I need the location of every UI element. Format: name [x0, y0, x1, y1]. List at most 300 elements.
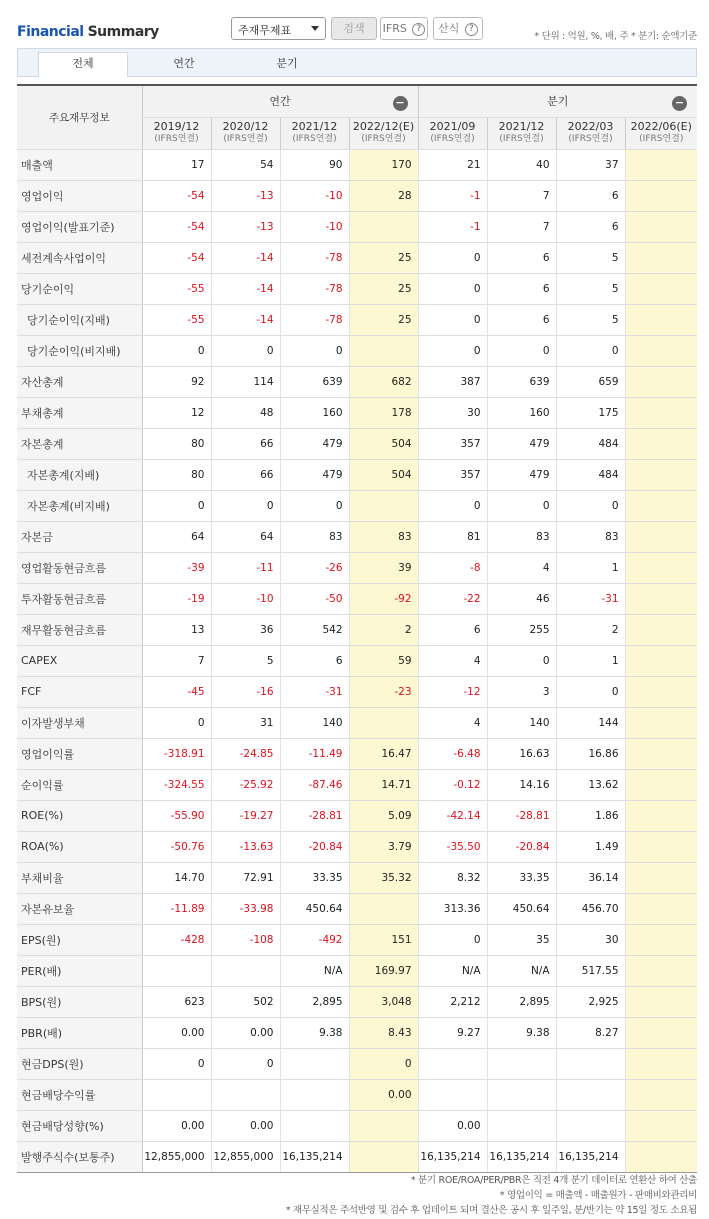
period-label: 2022/06(E): [630, 120, 692, 133]
table-cell: 6: [418, 614, 487, 645]
table-cell: 160: [487, 397, 556, 428]
formula-label: 산식: [438, 22, 460, 35]
table-cell: 25: [349, 242, 418, 273]
table-cell: [280, 1048, 349, 1079]
row-label: PER(배): [17, 955, 142, 986]
table-cell: -31: [556, 583, 625, 614]
table-cell: 6: [487, 242, 556, 273]
table-cell: [625, 273, 697, 304]
table-cell: -12: [418, 676, 487, 707]
table-cell: -23: [349, 676, 418, 707]
table-cell: -14: [211, 273, 280, 304]
table-cell: [556, 1110, 625, 1141]
group-quarter-label: 분기: [547, 95, 569, 109]
table-cell: -19: [142, 583, 211, 614]
table-cell: 16.47: [349, 738, 418, 769]
table-cell: 12: [142, 397, 211, 428]
table-cell: [487, 1079, 556, 1110]
row-label: 당기순이익(지배): [17, 304, 142, 335]
table-cell: 639: [280, 366, 349, 397]
table-row: [17, 955, 697, 986]
period-header: [487, 117, 556, 149]
table-row: [17, 862, 697, 893]
table-cell: 1.86: [556, 800, 625, 831]
collapse-quarter-icon[interactable]: −: [672, 96, 687, 111]
row-label: CAPEX: [17, 645, 142, 676]
table-cell: 144: [556, 707, 625, 738]
table-cell: 0: [418, 304, 487, 335]
table-cell: [625, 955, 697, 986]
table-cell: 13.62: [556, 769, 625, 800]
row-label: 이자발생부채: [17, 707, 142, 738]
period-basis: (IFRS연결): [361, 134, 406, 144]
period-label: 2020/12: [222, 120, 269, 133]
table-cell: 479: [487, 428, 556, 459]
table-cell: 6: [487, 273, 556, 304]
table-cell: [625, 149, 697, 180]
help-icon: ?: [412, 23, 425, 36]
table-cell: 16.86: [556, 738, 625, 769]
table-cell: 9.27: [418, 1017, 487, 1048]
table-cell: [625, 924, 697, 955]
table-cell: -6.48: [418, 738, 487, 769]
table-cell: 83: [280, 521, 349, 552]
row-label: 자본총계(지배): [17, 459, 142, 490]
table-cell: -14: [211, 242, 280, 273]
table-cell: 48: [211, 397, 280, 428]
table-cell: 682: [349, 366, 418, 397]
table-cell: 72.91: [211, 862, 280, 893]
table-cell: [349, 1110, 418, 1141]
table-cell: -26: [280, 552, 349, 583]
table-cell: 0.00: [142, 1110, 211, 1141]
table-cell: [625, 614, 697, 645]
table-cell: 4: [418, 645, 487, 676]
row-label: 부채총계: [17, 397, 142, 428]
table-cell: 2,925: [556, 986, 625, 1017]
row-header-label: 주요재무정보: [17, 85, 142, 149]
table-cell: 3: [487, 676, 556, 707]
table-cell: 140: [280, 707, 349, 738]
row-label: ROE(%): [17, 800, 142, 831]
table-cell: 1.49: [556, 831, 625, 862]
table-row: [17, 986, 697, 1017]
table-cell: 0: [487, 645, 556, 676]
table-cell: 80: [142, 428, 211, 459]
tab-quarter[interactable]: 분기: [276, 57, 298, 70]
table-cell: [349, 490, 418, 521]
summary-header: [0, 0, 709, 48]
table-cell: 0: [142, 1048, 211, 1079]
row-label: 당기순이익: [17, 273, 142, 304]
table-cell: 140: [487, 707, 556, 738]
table-cell: -28.81: [280, 800, 349, 831]
table-cell: -55: [142, 273, 211, 304]
table-cell: [625, 304, 697, 335]
table-cell: [625, 769, 697, 800]
table-cell: [625, 1079, 697, 1110]
table-cell: 8.27: [556, 1017, 625, 1048]
table-cell: [625, 1048, 697, 1079]
table-cell: 542: [280, 614, 349, 645]
table-cell: [280, 1110, 349, 1141]
table-cell: [625, 862, 697, 893]
table-cell: 37: [556, 149, 625, 180]
table-cell: 0: [418, 924, 487, 955]
table-cell: [625, 800, 697, 831]
table-row: [17, 397, 697, 428]
table-cell: -20.84: [280, 831, 349, 862]
table-cell: N/A: [487, 955, 556, 986]
tab-annual[interactable]: 연간: [173, 57, 195, 70]
table-row: [17, 893, 697, 924]
table-cell: -20.84: [487, 831, 556, 862]
table-cell: 0: [280, 335, 349, 366]
table-cell: [487, 1110, 556, 1141]
ifrs-label: IFRS: [382, 22, 407, 35]
table-cell: -55: [142, 304, 211, 335]
table-cell: 623: [142, 986, 211, 1017]
table-cell: 484: [556, 428, 625, 459]
table-cell: -11.89: [142, 893, 211, 924]
table-cell: 90: [280, 149, 349, 180]
table-cell: [625, 211, 697, 242]
table-cell: 178: [349, 397, 418, 428]
table-cell: -324.55: [142, 769, 211, 800]
table-row: [17, 800, 697, 831]
table-cell: [142, 955, 211, 986]
table-cell: 3.79: [349, 831, 418, 862]
footnote: * 영업이익 = 매출액 - 매출원가 - 판매비와관리비: [499, 1190, 697, 1201]
table-cell: 80: [142, 459, 211, 490]
table-cell: [625, 583, 697, 614]
row-label: 영업활동현금흐름: [17, 552, 142, 583]
table-row: [17, 614, 697, 645]
period-header: [349, 117, 418, 149]
table-cell: 639: [487, 366, 556, 397]
table-cell: [625, 552, 697, 583]
help-icon: ?: [465, 23, 478, 36]
table-cell: [625, 490, 697, 521]
footnote: * 재무실적은 주석반영 및 검수 후 업데이트 되며 결산은 공시 후 일주일, 분/반기는 약 15일 정도 소요됨: [285, 1205, 697, 1216]
table-cell: -87.46: [280, 769, 349, 800]
table-cell: 12,855,000: [211, 1141, 280, 1172]
row-label: 순이익률: [17, 769, 142, 800]
table-cell: 2,895: [487, 986, 556, 1017]
table-cell: 25: [349, 304, 418, 335]
table-cell: 2: [349, 614, 418, 645]
table-cell: 36: [211, 614, 280, 645]
table-cell: 0: [556, 676, 625, 707]
group-annual-header: [142, 85, 418, 117]
table-cell: 9.38: [280, 1017, 349, 1048]
table-cell: -13.63: [211, 831, 280, 862]
table-cell: [625, 459, 697, 490]
table-cell: -25.92: [211, 769, 280, 800]
row-label: 발행주식수(보통주): [17, 1141, 142, 1172]
table-cell: 0.00: [211, 1110, 280, 1141]
table-row: [17, 521, 697, 552]
table-cell: 502: [211, 986, 280, 1017]
table-cell: 16,135,214: [280, 1141, 349, 1172]
table-cell: 479: [280, 428, 349, 459]
statement-type-select[interactable]: [231, 17, 326, 40]
table-cell: 8.43: [349, 1017, 418, 1048]
table-cell: [349, 1141, 418, 1172]
table-cell: 504: [349, 428, 418, 459]
row-label: ROA(%): [17, 831, 142, 862]
collapse-annual-icon[interactable]: −: [393, 96, 408, 111]
table-cell: 2: [556, 614, 625, 645]
row-label: 당기순이익(비지배): [17, 335, 142, 366]
table-cell: 7: [487, 211, 556, 242]
table-cell: -54: [142, 180, 211, 211]
table-cell: 83: [556, 521, 625, 552]
table-cell: 12,855,000: [142, 1141, 211, 1172]
table-cell: -10: [211, 583, 280, 614]
table-cell: [625, 831, 697, 862]
table-row: [17, 1141, 697, 1172]
row-label: 현금DPS(원): [17, 1048, 142, 1079]
group-annual-label: 연간: [269, 95, 291, 109]
table-cell: [625, 366, 697, 397]
table-cell: -11: [211, 552, 280, 583]
table-row: [17, 242, 697, 273]
table-cell: 450.64: [280, 893, 349, 924]
table-cell: -13: [211, 180, 280, 211]
table-cell: 1: [556, 552, 625, 583]
table-cell: 0: [487, 335, 556, 366]
row-label: 부채비율: [17, 862, 142, 893]
table-cell: 3,048: [349, 986, 418, 1017]
table-cell: -45: [142, 676, 211, 707]
table-cell: [625, 893, 697, 924]
table-cell: 5: [556, 242, 625, 273]
table-cell: [625, 335, 697, 366]
table-cell: 255: [487, 614, 556, 645]
table-cell: 2,212: [418, 986, 487, 1017]
period-header: [556, 117, 625, 149]
table-cell: -19.27: [211, 800, 280, 831]
period-label: 2019/12: [153, 120, 200, 133]
table-cell: 17: [142, 149, 211, 180]
table-cell: N/A: [418, 955, 487, 986]
table-cell: 450.64: [487, 893, 556, 924]
table-cell: -22: [418, 583, 487, 614]
table-row: [17, 211, 697, 242]
table-cell: 35.32: [349, 862, 418, 893]
table-cell: 7: [142, 645, 211, 676]
table-cell: -50.76: [142, 831, 211, 862]
row-label: 영업이익: [17, 180, 142, 211]
table-row: [17, 676, 697, 707]
chevron-down-icon: [311, 26, 319, 31]
row-label: EPS(원): [17, 924, 142, 955]
table-cell: 92: [142, 366, 211, 397]
table-cell: -78: [280, 304, 349, 335]
table-row: [17, 428, 697, 459]
table-cell: 8.32: [418, 862, 487, 893]
period-basis: (IFRS연결): [499, 134, 544, 144]
table-cell: 0: [349, 1048, 418, 1079]
table-cell: 0: [418, 490, 487, 521]
table-cell: [487, 1048, 556, 1079]
table-cell: [349, 211, 418, 242]
table-cell: 0: [211, 1048, 280, 1079]
table-cell: -92: [349, 583, 418, 614]
table-cell: [556, 1079, 625, 1110]
table-cell: 0: [280, 490, 349, 521]
formula-button[interactable]: [433, 17, 483, 40]
table-cell: -1: [418, 180, 487, 211]
table-row: [17, 738, 697, 769]
table-cell: 517.55: [556, 955, 625, 986]
table-cell: -16: [211, 676, 280, 707]
table-cell: 0.00: [142, 1017, 211, 1048]
table-cell: -11.49: [280, 738, 349, 769]
table-row: [17, 831, 697, 862]
table-cell: [625, 738, 697, 769]
table-cell: 169.97: [349, 955, 418, 986]
group-quarter-header: [418, 85, 697, 117]
table-cell: 39: [349, 552, 418, 583]
table-cell: 83: [349, 521, 418, 552]
row-label: 자본총계: [17, 428, 142, 459]
row-label: 투자활동현금흐름: [17, 583, 142, 614]
tab-total[interactable]: 전체: [38, 52, 128, 77]
table-cell: 21: [418, 149, 487, 180]
table-cell: -14: [211, 304, 280, 335]
table-cell: 0: [418, 273, 487, 304]
table-cell: 4: [487, 552, 556, 583]
table-cell: -78: [280, 242, 349, 273]
table-cell: 83: [487, 521, 556, 552]
search-button[interactable]: 검색: [331, 17, 377, 40]
table-cell: -39: [142, 552, 211, 583]
table-cell: 484: [556, 459, 625, 490]
table-cell: 5.09: [349, 800, 418, 831]
table-cell: 0: [142, 335, 211, 366]
row-label: PBR(배): [17, 1017, 142, 1048]
table-cell: [280, 1079, 349, 1110]
table-row: [17, 490, 697, 521]
table-cell: 54: [211, 149, 280, 180]
table-cell: [625, 428, 697, 459]
period-basis: (IFRS연결): [639, 134, 684, 144]
table-cell: 0: [142, 707, 211, 738]
table-cell: 659: [556, 366, 625, 397]
table-cell: 6: [487, 304, 556, 335]
table-cell: 0: [142, 490, 211, 521]
table-cell: 5: [211, 645, 280, 676]
table-cell: 0: [556, 335, 625, 366]
table-cell: 35: [487, 924, 556, 955]
period-label: 2021/09: [429, 120, 476, 133]
table-cell: -33.98: [211, 893, 280, 924]
table-cell: -8: [418, 552, 487, 583]
table-cell: 6: [556, 180, 625, 211]
table-cell: [142, 1079, 211, 1110]
table-cell: [625, 242, 697, 273]
table-cell: -42.14: [418, 800, 487, 831]
table-cell: 13: [142, 614, 211, 645]
period-header: [211, 117, 280, 149]
row-label: 자본총계(비지배): [17, 490, 142, 521]
row-label: 현금배당성향(%): [17, 1110, 142, 1141]
period-basis: (IFRS연결): [223, 134, 268, 144]
table-cell: 33.35: [487, 862, 556, 893]
table-cell: -0.12: [418, 769, 487, 800]
table-cell: 64: [211, 521, 280, 552]
table-cell: 0.00: [349, 1079, 418, 1110]
table-cell: 2,895: [280, 986, 349, 1017]
table-cell: [349, 335, 418, 366]
table-cell: [625, 180, 697, 211]
period-label: 2022/12(E): [352, 120, 415, 133]
table-cell: [625, 1110, 697, 1141]
row-label: 현금배당수익률: [17, 1079, 142, 1110]
table-cell: 66: [211, 428, 280, 459]
table-cell: [349, 707, 418, 738]
period-basis: (IFRS연결): [568, 134, 613, 144]
table-cell: [211, 955, 280, 986]
period-header: [418, 117, 487, 149]
table-cell: [349, 893, 418, 924]
table-cell: 16,135,214: [556, 1141, 625, 1172]
title-summary: Summary: [87, 24, 159, 40]
table-cell: [625, 521, 697, 552]
row-label: 자본유보율: [17, 893, 142, 924]
table-cell: 357: [418, 459, 487, 490]
table-cell: 357: [418, 428, 487, 459]
table-row: [17, 1079, 697, 1110]
table-row: [17, 1048, 697, 1079]
table-cell: -428: [142, 924, 211, 955]
table-cell: -108: [211, 924, 280, 955]
table-cell: 33.35: [280, 862, 349, 893]
table-cell: 151: [349, 924, 418, 955]
table-cell: 16,135,214: [487, 1141, 556, 1172]
table-cell: 0: [211, 490, 280, 521]
table-cell: -35.50: [418, 831, 487, 862]
table-cell: 0: [556, 490, 625, 521]
table-cell: 64: [142, 521, 211, 552]
table-cell: 456.70: [556, 893, 625, 924]
page-title: [17, 24, 159, 40]
table-cell: [625, 397, 697, 428]
table-cell: -55.90: [142, 800, 211, 831]
period-header: [625, 117, 697, 149]
period-header: [142, 117, 211, 149]
period-basis: (IFRS연결): [292, 134, 337, 144]
table-cell: 313.36: [418, 893, 487, 924]
row-label: 재무활동현금흐름: [17, 614, 142, 645]
ifrs-button[interactable]: [380, 17, 428, 40]
table-cell: -10: [280, 180, 349, 211]
table-cell: 479: [487, 459, 556, 490]
table-cell: 59: [349, 645, 418, 676]
table-cell: [556, 1048, 625, 1079]
table-row: [17, 366, 697, 397]
row-label: FCF: [17, 676, 142, 707]
table-cell: [625, 1017, 697, 1048]
period-label: 2021/12: [498, 120, 545, 133]
table-cell: 30: [556, 924, 625, 955]
table-cell: 6: [556, 211, 625, 242]
table-row: [17, 552, 697, 583]
table-row: [17, 459, 697, 490]
table-cell: 6: [280, 645, 349, 676]
